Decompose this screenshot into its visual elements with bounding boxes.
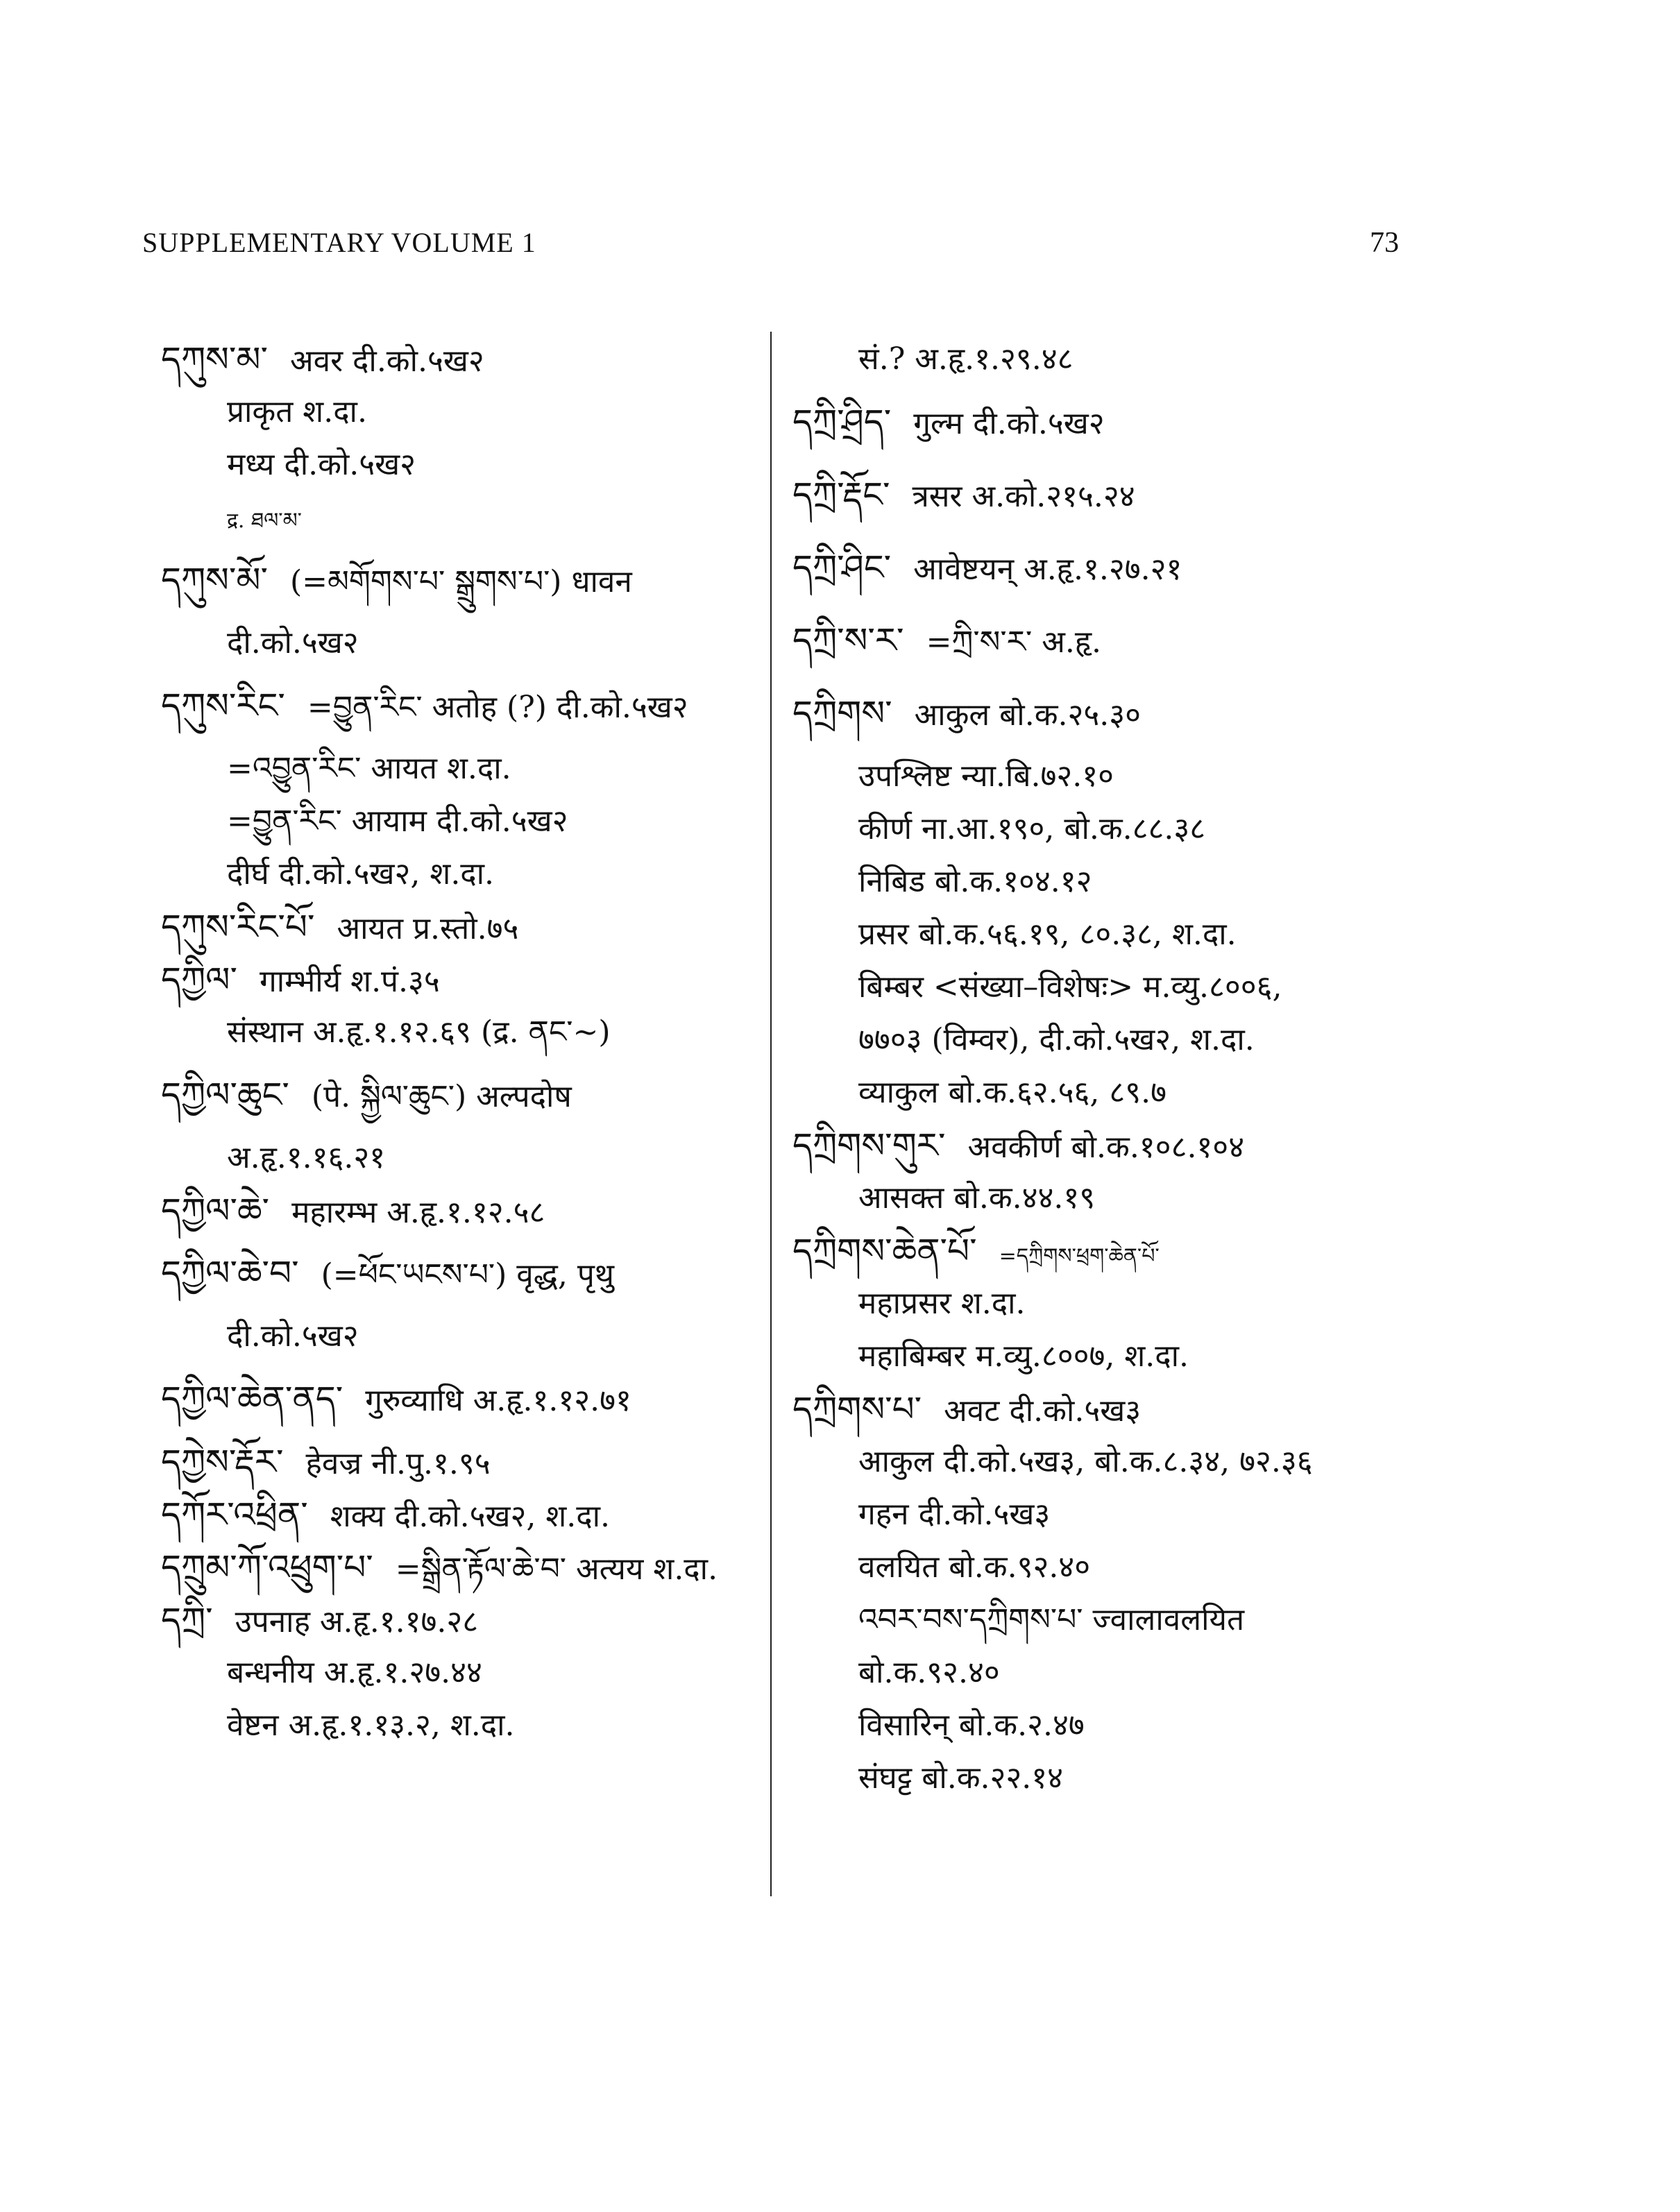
entry-text: (=ཕོང་ཡངས་པ་) वृद्ध, पृथु [321,1257,614,1293]
tibetan-headword: དཀྲིགས་གུར་ [792,1125,946,1166]
tibetan-headword: དཀྲི་རྡོང་ [792,475,890,515]
entry-text: ७७०३ (विम्वर), दी.को.५ख२, श.दा. [858,1022,1255,1057]
entry-text: दी.को.५ख२ [227,1318,359,1354]
entry-text: वलयित बो.क.९२.४० [858,1549,1091,1585]
sub-entry [161,1310,758,1363]
entry-text: बिम्बर <संख्या–विशेषः> म.व्यु.८००६, [858,969,1282,1005]
tibetan-headword: དཀྱིལ་ཆེན་ནད་ [161,1379,343,1419]
dictionary-entry [161,901,758,953]
entry-text: =བྱུན་རིང་ आयाम दी.को.५ख२ [227,803,568,839]
dictionary-entry [161,1436,758,1488]
entry-text: (=མགོགས་པ་ སྒྲུགས་པ་) धावन [290,564,632,599]
tibetan-headword: དཀུས་རིང་པོ་ [161,907,315,947]
sub-entry [792,1647,1403,1699]
entry-text: गहन दी.को.५ख३ [858,1497,1051,1532]
entry-text: =འབྱུན་རིང་ आयत श.दा. [227,751,511,786]
dictionary-entry [161,1363,758,1436]
tibetan-headword: དཀྲི་ས་ར་ [792,620,904,661]
entry-text: सं.? अ.हृ.१.२९.४८ [858,341,1074,377]
sub-entry [161,1699,758,1752]
running-title: SUPPLEMENTARY VOLUME 1 [142,227,536,258]
sub-entry [792,908,1403,961]
entry-text: (पे. སྐྱིལ་ཆུང་) अल्पदोष [311,1079,572,1114]
entry-text: =སྒྲིན་རྟོལ་ཆེ་བ་ अत्यय श.दा. [395,1551,718,1587]
sub-entry [161,1132,758,1184]
sub-entry [792,1172,1403,1225]
entry-text: बन्धनीय अ.हृ.१.२७.४४ [227,1655,482,1690]
entry-text: कीर्ण ना.आ.१९०, बो.क.८८.३८ [858,811,1206,846]
entry-text: महाप्रसर श.दा. [858,1286,1026,1321]
entry-text: आकुल बो.क.२५.३० [914,697,1141,733]
dictionary-entry [792,604,1403,677]
sub-entry [792,1436,1403,1488]
entry-text: त्रसर अ.को.२१५.२४ [912,479,1135,514]
dictionary-entry [792,386,1403,459]
tibetan-headword: དཀྲུམ་ཀོ་འཕྲུག་པ་ [161,1547,373,1588]
tibetan-headword: དཀྱེས་རྡོར་ [161,1442,284,1482]
sub-entry [161,795,758,848]
entry-text: आयत प्र.स्तो.७५ [337,911,519,946]
dictionary-entry [161,333,758,386]
entry-text: संस्थान अ.हृ.१.१२.६९ (द्र. ནང་~) [227,1014,611,1050]
entry-text: आसक्त बो.क.४४.१९ [858,1180,1096,1216]
entry-text: विसारिन् बो.क.२.४७ [858,1708,1085,1743]
sub-entry [161,439,758,491]
entry-text: महाबिम्बर म.व्यु.८००७, श.दा. [858,1338,1189,1374]
entry-text: गाम्भीर्य श.पं.३५ [259,964,440,999]
entry-text: आकुल दी.को.५ख३, बो.क.८.३४, ७२.३६ [858,1444,1313,1479]
tibetan-headword: དཀུས་མ་ [161,339,268,380]
sub-entry [792,1752,1403,1805]
cross-reference [161,491,758,544]
tibetan-headword: དཀྲི་ཤྲིད་ [792,402,892,442]
sub-entry [792,856,1403,908]
sub-entry [792,1066,1403,1119]
entry-text: =དཀྲིགས་ཕྲག་ཆེན་པོ་ [999,1244,1160,1268]
tibetan-headword: དཀྱིལ་ [161,960,237,1000]
dictionary-entry [161,670,758,742]
dictionary-entry [161,1488,758,1541]
entry-text: =ཀྲི་ས་ར་ अ.हृ. [926,624,1102,660]
tibetan-headword: དཀུས་མོ་ [161,560,268,600]
sub-entry [161,386,758,439]
dictionary-entry [792,677,1403,750]
entry-text: व्याकुल बो.क.६२.५६, ८९.७ [858,1075,1166,1110]
dictionary-entry [792,459,1403,531]
dictionary-entry [792,1383,1403,1436]
entry-text: संघट्ट बो.क.२२.१४ [858,1760,1064,1796]
sub-entry [792,1330,1403,1383]
tibetan-headword: དཀྲི་ཤིང་ [792,547,892,588]
entry-text: शक्य दी.को.५ख२, श.दा. [330,1499,610,1534]
entry-text: वेष्टन अ.हृ.१.१३.२, श.दा. [227,1708,515,1743]
entry-text: बो.क.९२.४० [858,1655,1000,1690]
sub-entry [792,333,1403,386]
entry-text: =བྱུན་རིང་ अतोह (?) दी.को.५ख२ [307,690,688,725]
sub-entry [792,1594,1403,1647]
right-column [792,333,1403,1805]
entry-text: प्रसर बो.क.५६.१९, ८०.३८, श.दा. [858,917,1237,952]
entry-text: འབར་བས་དཀྲིགས་པ་ ज्वालावलयित [858,1602,1245,1637]
entry-text: निबिड बो.क.१०४.१२ [858,864,1092,899]
sub-entry [792,1014,1403,1066]
sub-entry [792,1541,1403,1594]
sub-entry [161,848,758,901]
dictionary-entry [161,1184,758,1237]
entry-text: अवर दी.को.५ख२ [290,343,484,379]
entry-text: प्राकृत श.दा. [227,394,367,429]
entry-text: मध्य दी.को.५ख२ [227,447,416,482]
entry-text: गुरुव्याधि अ.हृ.१.१२.७१ [365,1383,631,1418]
entry-text: हेवज्र नी.पु.१.९५ [305,1446,491,1481]
entry-text: अवकीर्ण बो.क.१०८.१०४ [967,1130,1245,1165]
entry-text: महारम्भ अ.हृ.१.१२.५८ [291,1195,545,1230]
entry-text: उपनाह अ.हृ.१.१७.२८ [235,1604,479,1640]
sub-entry [161,1006,758,1059]
sub-entry [792,1699,1403,1752]
left-column [161,333,758,1752]
sub-entry [161,1647,758,1699]
sub-entry [161,617,758,670]
sub-entry [792,750,1403,803]
sub-entry [161,742,758,795]
entry-text: दी.को.५ख२ [227,625,359,661]
dictionary-entry [792,1225,1403,1277]
tibetan-headword: དཀུས་རིང་ [161,686,285,726]
tibetan-headword: དཀྲིགས་པ་ [792,1389,922,1429]
sub-entry [792,1488,1403,1541]
dictionary-entry [161,1541,758,1594]
entry-text: गुल्म दी.को.५ख२ [913,406,1105,441]
tibetan-headword: དཀྲི་ [161,1600,213,1640]
entry-text: अ.हृ.१.१६.२१ [227,1140,386,1175]
tibetan-headword: དཀོར་འཕྲིན་ [161,1495,308,1535]
tibetan-headword: དཀྲིགས་ཆེན་པོ་ [792,1231,977,1271]
entry-text: दीर्घ दी.को.५ख२, श.दा. [227,856,495,892]
sub-entry [792,1277,1403,1330]
dictionary-entry [792,531,1403,604]
tibetan-headword: དཀྲིགས་ [792,693,892,733]
entry-text: उपश्लिष्ट न्या.बि.७२.१० [858,758,1114,794]
entry-text: द्र. ཐལ་མ་ [227,509,302,533]
dictionary-entry [161,544,758,617]
dictionary-entry [161,1237,758,1310]
dictionary-entry [161,953,758,1006]
entry-text: अवट दी.को.५ख३ [944,1393,1142,1429]
sub-entry [792,803,1403,856]
dictionary-entry [161,1059,758,1132]
page-header [142,221,1399,269]
tibetan-headword: དཀྱིལ་ཆེ་བ་ [161,1253,299,1293]
column-divider [770,332,772,1896]
dictionary-entry [161,1594,758,1647]
page-number: 73 [1370,227,1399,259]
tibetan-headword: དཀྱིལ་ཆེ་ [161,1191,270,1231]
dictionary-entry [792,1119,1403,1172]
entry-text: आवेष्टयन् अ.हृ.१.२७.२१ [913,552,1182,587]
sub-entry [792,961,1403,1014]
tibetan-headword: དཀྱིལ་ཆུང་ [161,1075,289,1115]
